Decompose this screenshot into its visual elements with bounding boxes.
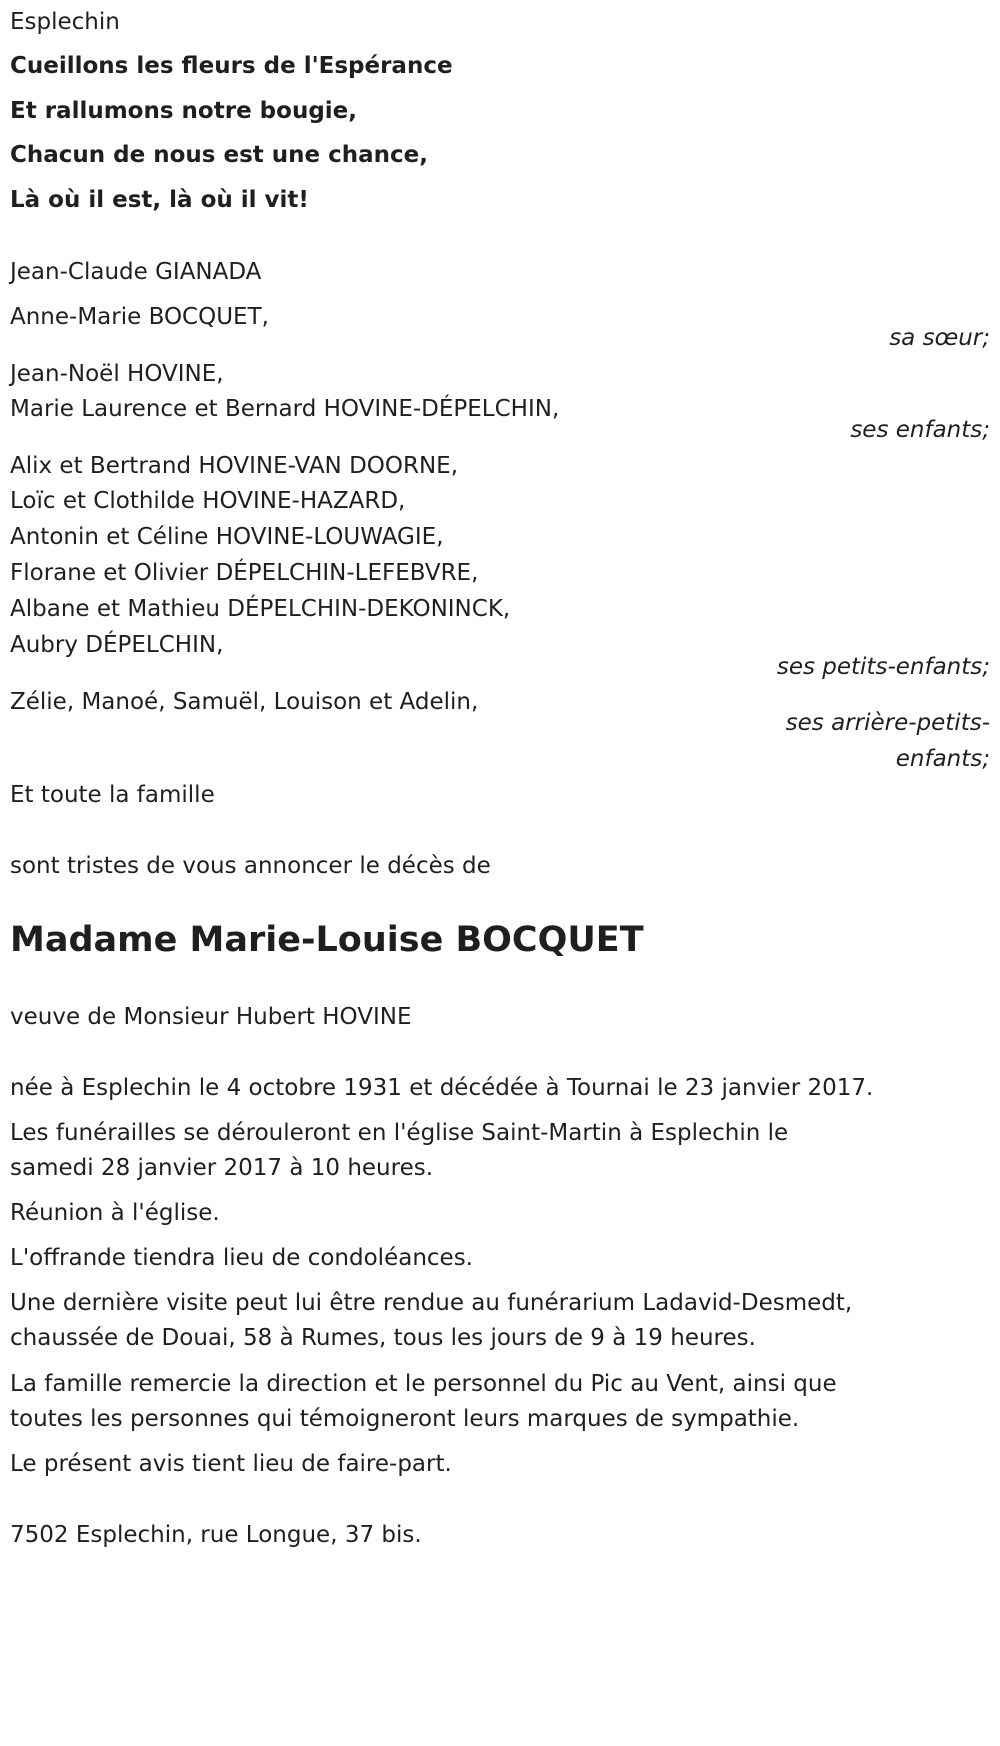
great-grandchildren-role-line-2: enfants;: [895, 746, 990, 772]
funeral-line-2: samedi 28 janvier 2017 à 10 heures.: [10, 1155, 434, 1181]
visit-line-1: Une dernière visite peut lui être rendue au funérarium Ladavid-Desmedt,: [10, 1290, 853, 1316]
poem-line-3: Chacun de nous est une chance,: [10, 142, 428, 168]
grandchild-6: Aubry DÉPELCHIN,: [10, 632, 224, 658]
grandchild-4: Florane et Olivier DÉPELCHIN-LEFEBVRE,: [10, 560, 479, 586]
child-1: Jean-Noël HOVINE,: [10, 361, 224, 387]
birth-death-line: née à Esplechin le 4 octobre 1931 et décédée à Tournai le 23 janvier 2017.: [10, 1075, 874, 1101]
great-grandchildren: Zélie, Manoé, Samuël, Louison et Adelin,: [10, 689, 479, 715]
poem-line-1: Cueillons les fleurs de l'Espérance: [10, 53, 453, 79]
meeting-line: Réunion à l'église.: [10, 1200, 220, 1226]
address: 7502 Esplechin, rue Longue, 37 bis.: [10, 1522, 422, 1548]
grandchild-2: Loïc et Clothilde HOVINE-HAZARD,: [10, 488, 406, 514]
announcement: sont tristes de vous annoncer le décès de: [10, 853, 491, 879]
grandchild-3: Antonin et Céline HOVINE-LOUWAGIE,: [10, 524, 444, 550]
grandchild-1: Alix et Bertrand HOVINE-VAN DOORNE,: [10, 453, 459, 479]
child-2: Marie Laurence et Bernard HOVINE-DÉPELCHIN,: [10, 396, 560, 422]
poem-line-4: Là où il est, là où il vit!: [10, 187, 309, 213]
notice-line: Le présent avis tient lieu de faire-part.: [10, 1451, 452, 1477]
children-role: ses enfants;: [850, 417, 990, 443]
thanks-line-2: toutes les personnes qui témoigneront leurs marques de sympathie.: [10, 1406, 800, 1432]
poem-line-2: Et rallumons notre bougie,: [10, 98, 357, 124]
all-family: Et toute la famille: [10, 782, 215, 808]
deceased-name: Madame Marie-Louise BOCQUET: [10, 920, 644, 960]
visit-line-2: chaussée de Douai, 58 à Rumes, tous les jours de 9 à 19 heures.: [10, 1325, 756, 1351]
sister-role: sa sœur;: [889, 325, 990, 351]
grandchild-5: Albane et Mathieu DÉPELCHIN-DEKONINCK,: [10, 596, 511, 622]
great-grandchildren-role-line-1: ses arrière-petits-: [785, 710, 990, 736]
widow-of: veuve de Monsieur Hubert HOVINE: [10, 1004, 412, 1030]
funeral-line-1: Les funérailles se dérouleront en l'église Saint-Martin à Esplechin le: [10, 1120, 789, 1146]
place-heading: Esplechin: [10, 9, 120, 35]
sister-name: Anne-Marie BOCQUET,: [10, 304, 269, 330]
thanks-line-1: La famille remercie la direction et le personnel du Pic au Vent, ainsi que: [10, 1371, 837, 1397]
grandchildren-role: ses petits-enfants;: [776, 654, 990, 680]
companion-name: Jean-Claude GIANADA: [10, 259, 262, 285]
offering-line: L'offrande tiendra lieu de condoléances.: [10, 1245, 473, 1271]
